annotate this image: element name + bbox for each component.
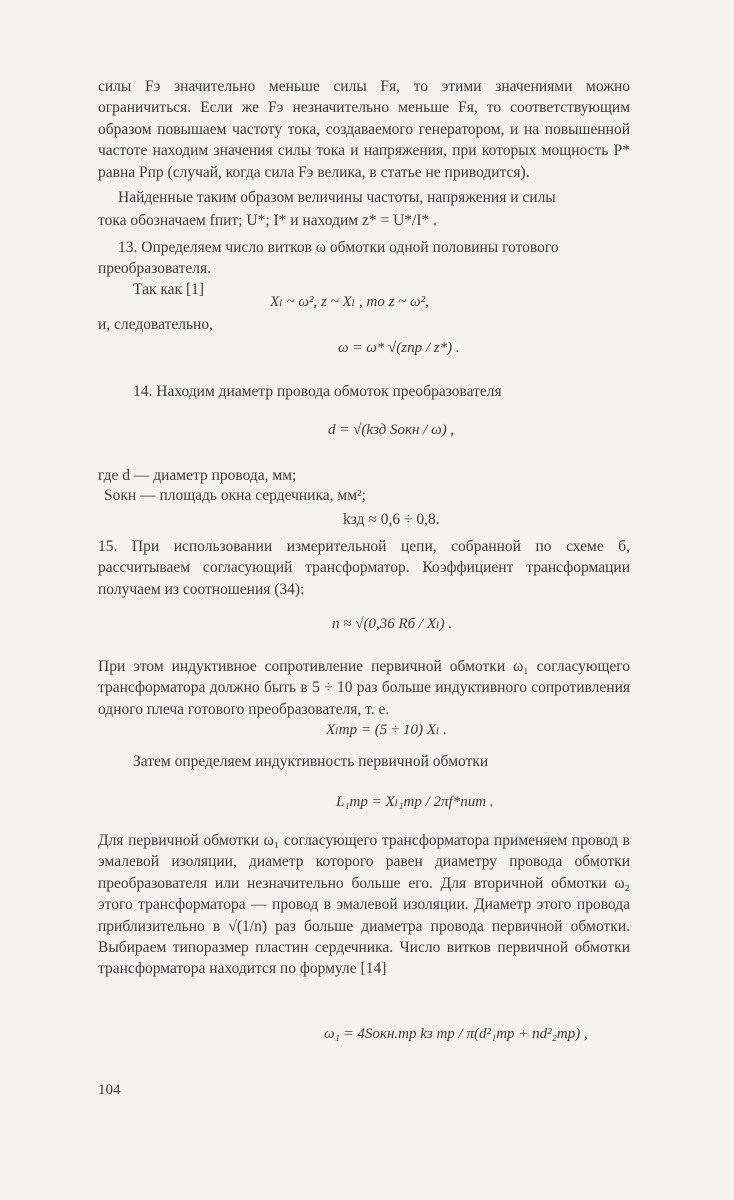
formula-xl-proportional: Xₗ ~ ω², z ~ Xₗ , то z ~ ω²,	[270, 294, 429, 310]
where-s-okn: Sокн — площадь окна сердечника, мм²;	[104, 487, 366, 504]
page-number: 104	[98, 1082, 121, 1098]
where-d: где d — диаметр провода, мм;	[98, 467, 297, 484]
section-13-heading: 13. Определяем число витков ω обмотки одной половины готового	[118, 239, 559, 256]
formula-omega: ω = ω* √(zпр / z*) .	[338, 340, 460, 356]
formula-l1tr: L₁тр = Xₗ₁тр / 2πf*пит .	[336, 794, 494, 810]
where-k-zd: kзд ≈ 0,6 ÷ 0,8.	[343, 511, 440, 528]
section-15-paragraph: 15. При использовании измерительной цепи, собранной по схеме б, рассчитываем согласующий трансформатор. Коэффициент трансформации получаем из соотношения (34):	[98, 538, 630, 598]
paragraph-primary-winding: Для первичной обмотки ω₁ согласующего трансформатора применяем провод в эмалевой изоляции, диаметр которого равен диаметру провода обмотки преобразователя или незначительно больше его. Для вторичной обмотки ω₂ этого трансформатора — провод в эмалевой изоляции. Диаметр этого провода приблизительно в √(1/n) раз больше диаметра провода первичной обмотки. Выбираем типоразмер пластин сердечника. Число витков первичной обмотки трансформатора находится по формуле [14]	[98, 832, 630, 978]
section-13-line2: преобразователя.	[98, 260, 211, 277]
section-13-therefore: и, следовательно,	[98, 316, 213, 333]
paragraph-found-values-line2: тока обозначаем fпит; U*; I* и находим z* = U*/I* .	[98, 212, 437, 229]
paragraph-inductive-resistance: При этом индуктивное сопротивление первичной обмотки ω₁ согласующего трансформатора должно быть в 5 ÷ 10 раз больше индуктивного сопротивления одного плеча готового преобразователя, т. е.	[98, 658, 630, 718]
paragraph-found-values-line1: Найденные таким образом величины частоты, напряжения и силы	[118, 189, 556, 206]
paragraph-inductance: Затем определяем индуктивность первичной обмотки	[133, 753, 489, 770]
paragraph-intro: силы Fэ значительно меньше силы Fя, то этими значениями можно ограничиться. Если же Fэ незначительно меньше Fя, то соответствующим образом повышаем частоту тока, создаваемого генератором, и на повышенной частоте находим значения силы тока и напряжения, при которых мощность P* равна Pпр (случай, когда сила Fэ велика, в статье не приводится).	[98, 78, 630, 181]
section-13-since: Так как [1]	[133, 281, 205, 298]
section-14-heading: 14. Находим диаметр провода обмоток преобразователя	[133, 383, 502, 400]
formula-x-ltr: Xₗтр = (5 ÷ 10) Xₗ .	[326, 722, 448, 738]
formula-wire-diameter: d = √(kзд Sокн / ω) ,	[328, 422, 455, 438]
formula-omega1: ω₁ = 4Sокн.тр kз тр / π(d²₁тр + nd²₂тр) ,	[324, 1026, 588, 1042]
formula-transform-ratio: n ≈ √(0,36 Rб / Xₗ) .	[332, 616, 453, 632]
